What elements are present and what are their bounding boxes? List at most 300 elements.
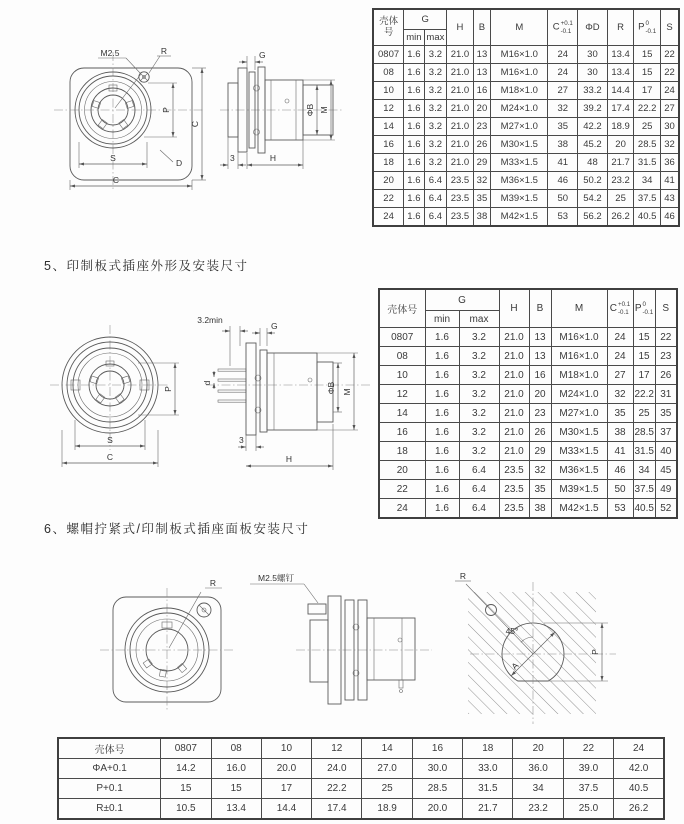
dim-label-phib: ΦB — [326, 381, 336, 395]
table-cell: 25 — [634, 118, 661, 136]
table-cell: 33.0 — [463, 759, 513, 779]
table-row — [373, 172, 679, 190]
shell-dim-table-pcb — [378, 288, 678, 519]
table-cell: 1.6 — [404, 82, 424, 100]
table-cell: 23.2 — [607, 172, 634, 190]
table-cell: 10 — [261, 738, 311, 759]
col-header-g: G — [425, 289, 499, 311]
table-cell: 1.6 — [425, 385, 459, 404]
table-cell: 08 — [379, 347, 425, 366]
table-cell: M39×1.5 — [491, 190, 548, 208]
table-cell: 37.5 — [633, 480, 655, 499]
col-header-min: min — [404, 30, 424, 46]
table-cell: M30×1.5 — [491, 136, 548, 154]
table-cell: 21.0 — [447, 64, 474, 82]
table-cell: 26.2 — [607, 208, 634, 227]
table-row — [373, 208, 679, 227]
table-cell: 33.2 — [578, 82, 608, 100]
p-tol-sub: -0.1 — [645, 27, 657, 35]
table-cell: 13.4 — [607, 46, 634, 64]
table-cell: 37 — [655, 423, 677, 442]
table-cell: 20.0 — [412, 799, 462, 820]
dim-label-3: 3 — [230, 153, 235, 163]
table-cell: 34 — [634, 172, 661, 190]
table-cell: M36×1.5 — [491, 172, 548, 190]
col-header-m: M — [491, 9, 548, 46]
table-cell: 25.0 — [563, 799, 613, 820]
table-cell: M18×1.0 — [491, 82, 548, 100]
table-cell: 1.6 — [425, 423, 459, 442]
table-cell: 3.2 — [459, 366, 499, 385]
table-cell: 1.6 — [425, 366, 459, 385]
table-cell: 31 — [655, 385, 677, 404]
col-header-h: H — [499, 289, 529, 328]
dim-label-r: R — [160, 46, 168, 56]
c-tol-sup: +0.1 — [618, 301, 631, 309]
table-cell: 12 — [379, 385, 425, 404]
table-cell: 54.2 — [578, 190, 608, 208]
table-cell: 37.5 — [634, 190, 661, 208]
table-cell: 29 — [529, 442, 551, 461]
table-cell: 21.0 — [447, 154, 474, 172]
table-cell: 24.0 — [312, 759, 362, 779]
drawing-pcb-receptacle — [38, 300, 373, 510]
col-header-s: S — [660, 9, 679, 46]
table-cell: 6.4 — [459, 499, 499, 519]
table-cell: 14 — [373, 118, 404, 136]
table-cell: 08 — [373, 64, 404, 82]
table-cell: 20 — [373, 172, 404, 190]
table-cell: 壳体号 — [58, 738, 161, 759]
table-cell: 22 — [660, 46, 679, 64]
table-cell: 24 — [373, 208, 404, 227]
table-cell: 35 — [655, 404, 677, 423]
table-cell: 15 — [161, 779, 211, 799]
table-cell: 40.5 — [614, 779, 664, 799]
table-row — [379, 328, 677, 347]
dim-label-p: P — [163, 386, 173, 392]
table-cell: 18 — [463, 738, 513, 759]
table-cell: 24 — [548, 64, 578, 82]
table-cell: 17.4 — [312, 799, 362, 820]
table-cell: 22 — [563, 738, 613, 759]
table-cell: 14.4 — [607, 82, 634, 100]
table-cell: 6.4 — [424, 172, 447, 190]
table-cell: 53 — [607, 499, 633, 519]
section-5-title: 5、印制板式插座外形及安装尺寸 — [44, 259, 249, 273]
table-cell: 3.2 — [459, 328, 499, 347]
table-row — [58, 779, 664, 799]
col-header-r: R — [607, 9, 634, 46]
col-header-c-label: C — [609, 303, 617, 315]
table-cell: 24 — [548, 46, 578, 64]
table-cell: 1.6 — [404, 46, 424, 64]
table-cell: 35 — [548, 118, 578, 136]
table-cell: 13 — [473, 46, 490, 64]
col-header-p — [633, 289, 655, 328]
dim-label-s: S — [110, 153, 116, 163]
table-cell: M30×1.5 — [551, 423, 607, 442]
table-cell: M36×1.5 — [551, 461, 607, 480]
table-row — [58, 738, 664, 759]
table-cell: 18.9 — [607, 118, 634, 136]
table-cell: M42×1.5 — [491, 208, 548, 227]
table-cell: 13 — [529, 328, 551, 347]
table-cell: 10 — [373, 82, 404, 100]
table-cell: 34 — [513, 779, 563, 799]
table-cell: 38 — [529, 499, 551, 519]
dim-label-3: 3 — [239, 435, 244, 445]
table-cell: 39.0 — [563, 759, 613, 779]
table-cell: 20 — [607, 136, 634, 154]
table-cell: M16×1.0 — [551, 347, 607, 366]
table-cell: 13 — [473, 64, 490, 82]
table-cell: 1.6 — [404, 172, 424, 190]
table-cell: 1.6 — [404, 100, 424, 118]
p-tol-sup: 0 — [645, 20, 649, 28]
table-cell: 20.0 — [261, 759, 311, 779]
table-cell: ΦA+0.1 — [58, 759, 161, 779]
table-cell: 15 — [634, 46, 661, 64]
table-cell: 20 — [379, 461, 425, 480]
table-cell: 1.6 — [404, 208, 424, 227]
table-cell: 32 — [548, 100, 578, 118]
table-cell: 38 — [548, 136, 578, 154]
table-cell: 25 — [362, 779, 412, 799]
table-cell: 20 — [529, 385, 551, 404]
table-cell: 41 — [607, 442, 633, 461]
table-cell: 26 — [655, 366, 677, 385]
table-cell: 29 — [473, 154, 490, 172]
table-cell: 26.2 — [614, 799, 664, 820]
table-cell: 24 — [607, 328, 633, 347]
table-cell: 10.5 — [161, 799, 211, 820]
table-cell: 27 — [548, 82, 578, 100]
table-cell: 13.4 — [607, 64, 634, 82]
table-cell: M16×1.0 — [491, 64, 548, 82]
dim-label-c: C — [106, 452, 114, 462]
table-cell: M39×1.5 — [551, 480, 607, 499]
table-cell: 08 — [211, 738, 261, 759]
col-header-g: G — [404, 9, 447, 30]
table-cell: 18 — [373, 154, 404, 172]
table-cell: 3.2 — [424, 154, 447, 172]
table-cell: 42.2 — [578, 118, 608, 136]
dim-label-45deg: 45° — [505, 626, 519, 636]
table-cell: P+0.1 — [58, 779, 161, 799]
table-cell: 46 — [607, 461, 633, 480]
table-cell: 21.0 — [447, 100, 474, 118]
table-cell: 32 — [473, 172, 490, 190]
table-cell: 31.5 — [634, 154, 661, 172]
table-cell: 22.2 — [312, 779, 362, 799]
table-cell: M27×1.0 — [491, 118, 548, 136]
table-cell: 17.4 — [607, 100, 634, 118]
table-cell: 16 — [412, 738, 462, 759]
table-cell: 21.0 — [499, 328, 529, 347]
table-cell: 14 — [362, 738, 412, 759]
dim-label-h: H — [285, 454, 293, 464]
table-cell: 1.6 — [425, 347, 459, 366]
table-cell: M16×1.0 — [491, 46, 548, 64]
dim-label-p: P — [161, 107, 171, 113]
table-cell: 22.2 — [633, 385, 655, 404]
table-cell: 12 — [373, 100, 404, 118]
table-cell: 31.5 — [633, 442, 655, 461]
table-cell: 35 — [607, 404, 633, 423]
table2-wrapper — [378, 288, 678, 519]
table-cell: 23.5 — [447, 190, 474, 208]
table-cell: M24×1.0 — [491, 100, 548, 118]
table-cell: M16×1.0 — [551, 328, 607, 347]
table-cell: 24 — [614, 738, 664, 759]
table-row — [379, 366, 677, 385]
table-cell: 38 — [607, 423, 633, 442]
table-cell: 28.5 — [633, 423, 655, 442]
table-cell: 40 — [655, 442, 677, 461]
table-cell: 16 — [379, 423, 425, 442]
table-cell: 23.5 — [499, 461, 529, 480]
table-cell: 27.0 — [362, 759, 412, 779]
col-header-max: max — [459, 311, 499, 328]
table-cell: 21.7 — [607, 154, 634, 172]
table-cell: 13.4 — [211, 799, 261, 820]
table-row — [379, 347, 677, 366]
table-cell: M33×1.5 — [551, 442, 607, 461]
dim-label-3-2min: 3.2min — [197, 315, 223, 325]
table-cell: 3.2 — [459, 347, 499, 366]
drawing-panel-mount — [50, 550, 675, 735]
dim-label-phib: ΦB — [305, 103, 315, 117]
c-tol-sup: +0.1 — [560, 20, 573, 28]
dim-label-p: P — [590, 649, 600, 655]
col-header-c — [607, 289, 633, 328]
table-cell: 1.6 — [425, 404, 459, 423]
table-cell: 24 — [379, 499, 425, 519]
table-cell: 21.0 — [499, 366, 529, 385]
table-cell: 40.5 — [633, 499, 655, 519]
table1-wrapper — [372, 8, 680, 227]
table-cell: 45 — [655, 461, 677, 480]
table-cell: 21.0 — [447, 136, 474, 154]
table-cell: 32 — [529, 461, 551, 480]
table-cell: 21.0 — [499, 423, 529, 442]
dim-label-r: R — [209, 578, 217, 588]
table-cell: 21.0 — [447, 118, 474, 136]
table-cell: 22 — [373, 190, 404, 208]
table-cell: 20 — [513, 738, 563, 759]
dim-label-m2-5: M2.5 — [100, 48, 120, 58]
table-cell: 10 — [379, 366, 425, 385]
table-row — [373, 64, 679, 82]
shell-dim-table-flange — [372, 8, 680, 227]
table-cell: 17 — [633, 366, 655, 385]
table-cell: 27 — [607, 366, 633, 385]
table-cell: 14.2 — [161, 759, 211, 779]
table-cell: 3.2 — [459, 423, 499, 442]
table-cell: 3.2 — [424, 64, 447, 82]
dim-label-d: D — [176, 158, 183, 168]
p-tol-sup: 0 — [642, 301, 646, 309]
table-cell: 30.0 — [412, 759, 462, 779]
table-cell: 32 — [607, 385, 633, 404]
table-cell: 21.0 — [499, 385, 529, 404]
dim-label-g: G — [259, 50, 266, 60]
col-header-shell: 壳体号 — [373, 9, 404, 46]
table-cell: 50.2 — [578, 172, 608, 190]
table-row — [373, 118, 679, 136]
table-cell: 35 — [473, 190, 490, 208]
table-row — [373, 154, 679, 172]
table-cell: 30 — [578, 46, 608, 64]
col-header-shell: 壳体号 — [379, 289, 425, 328]
table-cell: 16 — [473, 82, 490, 100]
p-tol-sub: -0.1 — [642, 308, 654, 316]
table-cell: 3.2 — [459, 385, 499, 404]
table-row — [373, 136, 679, 154]
table3-wrapper — [57, 737, 665, 820]
table-cell: 56.2 — [578, 208, 608, 227]
table-cell: 3.2 — [424, 136, 447, 154]
table-cell: 21.7 — [463, 799, 513, 820]
table-cell: 46 — [548, 172, 578, 190]
table-cell: 1.6 — [425, 328, 459, 347]
table-cell: 15 — [633, 328, 655, 347]
table-cell: 1.6 — [425, 442, 459, 461]
table-cell: 26 — [529, 423, 551, 442]
table-cell: 15 — [633, 347, 655, 366]
table-row — [379, 385, 677, 404]
table-cell: 45.2 — [578, 136, 608, 154]
table-cell: 15 — [634, 64, 661, 82]
table-cell: 22.2 — [634, 100, 661, 118]
dim-label-g: G — [271, 321, 278, 331]
table-cell: 28.5 — [412, 779, 462, 799]
table-cell: 1.6 — [404, 118, 424, 136]
table-cell: 1.6 — [425, 461, 459, 480]
table-cell: 3.2 — [459, 404, 499, 423]
table-cell: 15 — [211, 779, 261, 799]
table-cell: 25 — [633, 404, 655, 423]
table-cell: 23.5 — [499, 480, 529, 499]
table-cell: 40.5 — [634, 208, 661, 227]
table-cell: 22 — [655, 328, 677, 347]
table-cell: 30 — [660, 118, 679, 136]
dim-label-m: M — [319, 106, 329, 114]
table-cell: 18.9 — [362, 799, 412, 820]
table-cell: 36 — [660, 154, 679, 172]
table-cell: 23 — [655, 347, 677, 366]
table-cell: R±0.1 — [58, 799, 161, 820]
table-cell: M42×1.5 — [551, 499, 607, 519]
table-cell: 42.0 — [614, 759, 664, 779]
table-cell: M18×1.0 — [551, 366, 607, 385]
dim-label-m: M — [342, 388, 352, 396]
table-cell: 21.0 — [447, 46, 474, 64]
table-cell: 21.0 — [499, 442, 529, 461]
table-cell: 21.0 — [499, 404, 529, 423]
c-tol-sub: -0.1 — [560, 27, 572, 35]
table-cell: 6.4 — [424, 190, 447, 208]
table-cell: M27×1.0 — [551, 404, 607, 423]
table-cell: 20 — [473, 100, 490, 118]
drawing-square-flange-receptacle — [40, 30, 365, 225]
table-cell: 1.6 — [404, 190, 424, 208]
table-cell: 23 — [529, 404, 551, 423]
table-cell: 43 — [660, 190, 679, 208]
table-cell: 13 — [529, 347, 551, 366]
table-cell: 23.5 — [499, 499, 529, 519]
table-cell: 23.5 — [447, 208, 474, 227]
table-cell: 38 — [473, 208, 490, 227]
table-row — [379, 461, 677, 480]
table-row — [379, 404, 677, 423]
table-cell: 1.6 — [404, 64, 424, 82]
table-cell: 21.0 — [447, 82, 474, 100]
table-cell: 49 — [655, 480, 677, 499]
col-header-min: min — [425, 311, 459, 328]
col-header-p — [634, 9, 661, 46]
table-cell: 1.6 — [404, 136, 424, 154]
table-row — [379, 480, 677, 499]
table-row — [379, 423, 677, 442]
table-cell: 16 — [373, 136, 404, 154]
table-row — [379, 499, 677, 519]
table-cell: 37.5 — [563, 779, 613, 799]
table-cell: 3.2 — [424, 100, 447, 118]
col-header-b: B — [529, 289, 551, 328]
table-row — [58, 759, 664, 779]
table-cell: 0807 — [161, 738, 211, 759]
table-cell: 31.5 — [463, 779, 513, 799]
table-cell: M33×1.5 — [491, 154, 548, 172]
table-cell: 24 — [607, 347, 633, 366]
table-cell: 14 — [379, 404, 425, 423]
table-row — [58, 799, 664, 820]
table-cell: 23.2 — [513, 799, 563, 820]
table-cell: 41 — [548, 154, 578, 172]
table-cell: 46 — [660, 208, 679, 227]
table-cell: 6.4 — [459, 480, 499, 499]
table-row — [373, 82, 679, 100]
table-cell: 22 — [660, 64, 679, 82]
table-cell: 53 — [548, 208, 578, 227]
dim-label-h: H — [269, 153, 277, 163]
col-header-s: S — [655, 289, 677, 328]
col-header-b: B — [473, 9, 490, 46]
table-cell: 3.2 — [459, 442, 499, 461]
table-cell: 16 — [529, 366, 551, 385]
table-cell: 36.0 — [513, 759, 563, 779]
table-cell: 23 — [473, 118, 490, 136]
c-tol-sub: -0.1 — [618, 308, 629, 316]
table-cell: 50 — [607, 480, 633, 499]
screw-label: M2.5螺钉 — [258, 573, 294, 583]
table-row — [373, 190, 679, 208]
table-cell: 22 — [379, 480, 425, 499]
table-cell: 34 — [633, 461, 655, 480]
dim-label-s: S — [107, 435, 113, 445]
table-cell: 3.2 — [424, 82, 447, 100]
dim-label-d: d — [202, 380, 212, 386]
dim-label-c-right: C — [190, 120, 200, 128]
table-cell: 0807 — [373, 46, 404, 64]
table-cell: 35 — [529, 480, 551, 499]
col-header-h: H — [447, 9, 474, 46]
table-cell: 30 — [578, 64, 608, 82]
table-cell: 16.0 — [211, 759, 261, 779]
table-cell: 32 — [660, 136, 679, 154]
